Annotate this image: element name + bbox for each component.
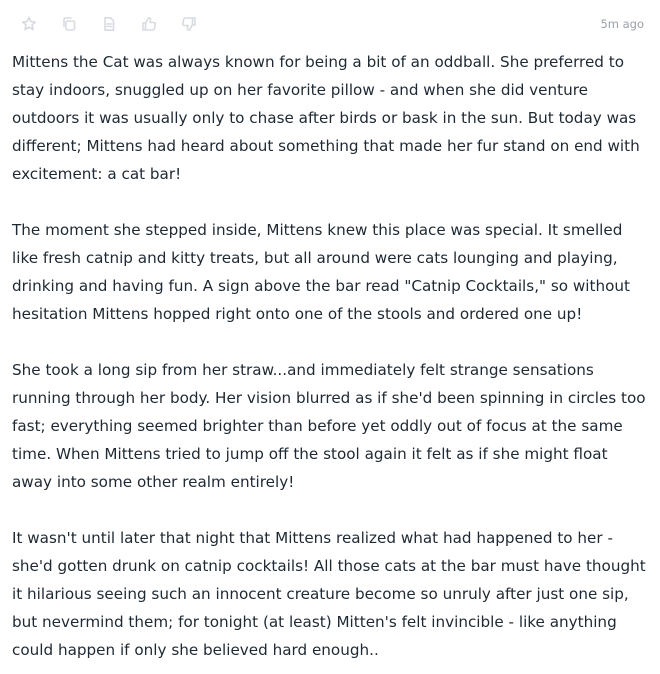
copy-icon — [61, 16, 77, 32]
thumbs-up-button[interactable] — [138, 13, 160, 35]
star-icon — [21, 16, 37, 32]
thumbs-down-button[interactable] — [178, 13, 200, 35]
message-actions — [18, 13, 200, 35]
favorite-button[interactable] — [18, 13, 40, 35]
message-paragraph: It wasn't until later that night that Mittens realized what had happened to her - she'd gotten drunk on catnip cocktails! All those cats at the bar must have thought it hilarious seeing such an innocent creature become so unruly after just one sip, but nevermind them; for tonight (at least) Mitten's felt invincible - like anything could happen if only she believed hard enough.. — [12, 529, 646, 659]
message-paragraph: The moment she stepped inside, Mittens knew this place was special. It smelled like fresh catnip and kitty treats, but all around were cats lounging and playing, drinking and having fun. A sign above the bar read "Catnip Cocktails," so without hesitation Mittens hopped right onto one of the stools and ordered one up! — [12, 221, 630, 323]
document-icon — [101, 16, 117, 32]
message-paragraph: Mittens the Cat was always known for being a bit of an oddball. She preferred to stay indoors, snuggled up on her favorite pillow - and when she did venture outdoors it was usually only to chase after birds or bask in the sun. But today was different; Mittens had heard about something that made her fur stand on end with excitement: a cat bar! — [12, 53, 640, 183]
message-paragraph: She took a long sip from her straw...and immediately felt strange sensations running through her body. Her vision blurred as if she'd been spinning in circles too fast; everything seemed brighter than before yet oddly out of focus at the same time. When Mittens tried to jump off the stool again it felt as if she might float away into some other realm entirely! — [12, 361, 646, 491]
message-timestamp: 5m ago — [600, 17, 644, 31]
copy-button[interactable] — [58, 13, 80, 35]
assistant-message — [12, 48, 646, 664]
thumbs-down-icon — [181, 16, 197, 32]
document-button[interactable] — [98, 13, 120, 35]
message-toolbar — [18, 13, 644, 35]
thumbs-up-icon — [141, 16, 157, 32]
